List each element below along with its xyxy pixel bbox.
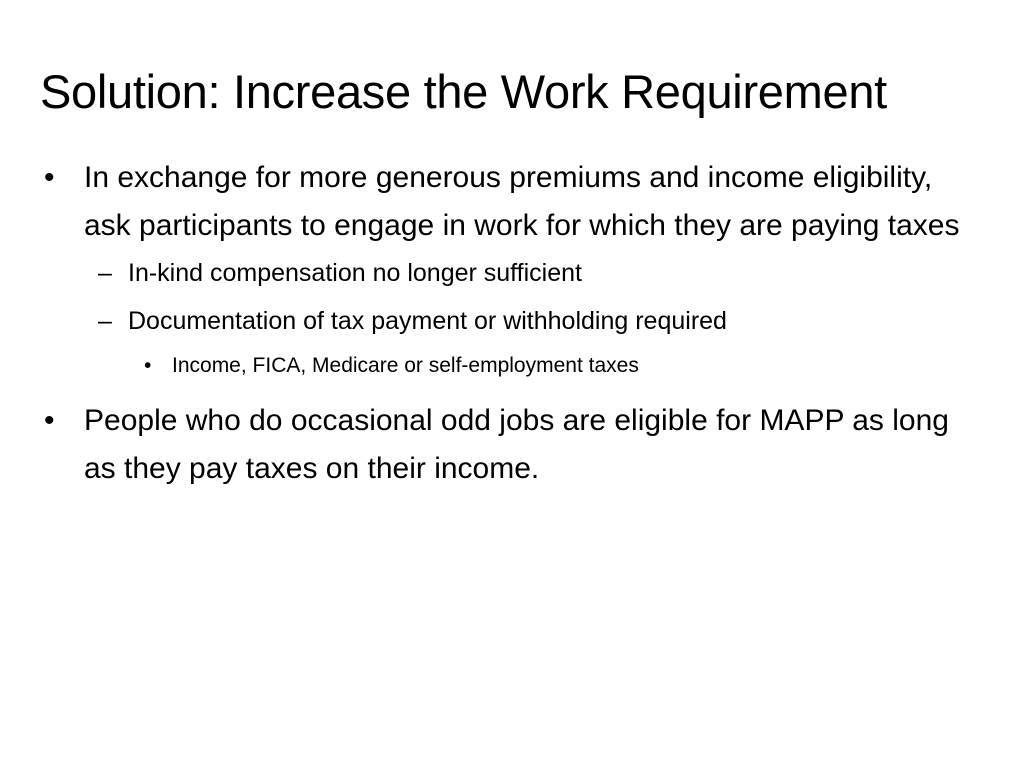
dash-icon: – <box>98 259 112 287</box>
bullet-text: In-kind compensation no longer sufficient <box>128 259 582 287</box>
bullet-icon: • <box>144 354 152 377</box>
bullet-icon: • <box>44 404 55 437</box>
bullet-text: In exchange for more generous premiums and income eligibility, ask participants to engage in work for which they are paying taxes <box>84 161 960 242</box>
bullet-item-level-1 <box>44 154 974 250</box>
bullet-item-level-2 <box>44 253 974 293</box>
bullet-item-level-3 <box>44 349 974 383</box>
bullet-list <box>44 154 974 498</box>
bullet-text: People who do occasional odd jobs are eligible for MAPP as long as they pay taxes on their income. <box>84 404 949 485</box>
slide-title: Solution: Increase the Work Requirement <box>40 65 887 118</box>
dash-icon: – <box>98 307 112 335</box>
bullet-text: Documentation of tax payment or withholding required <box>128 307 727 335</box>
bullet-item-level-2 <box>44 301 974 341</box>
bullet-text: Income, FICA, Medicare or self-employment taxes <box>172 354 639 377</box>
bullet-icon: • <box>44 161 55 194</box>
bullet-item-level-1 <box>44 397 974 493</box>
